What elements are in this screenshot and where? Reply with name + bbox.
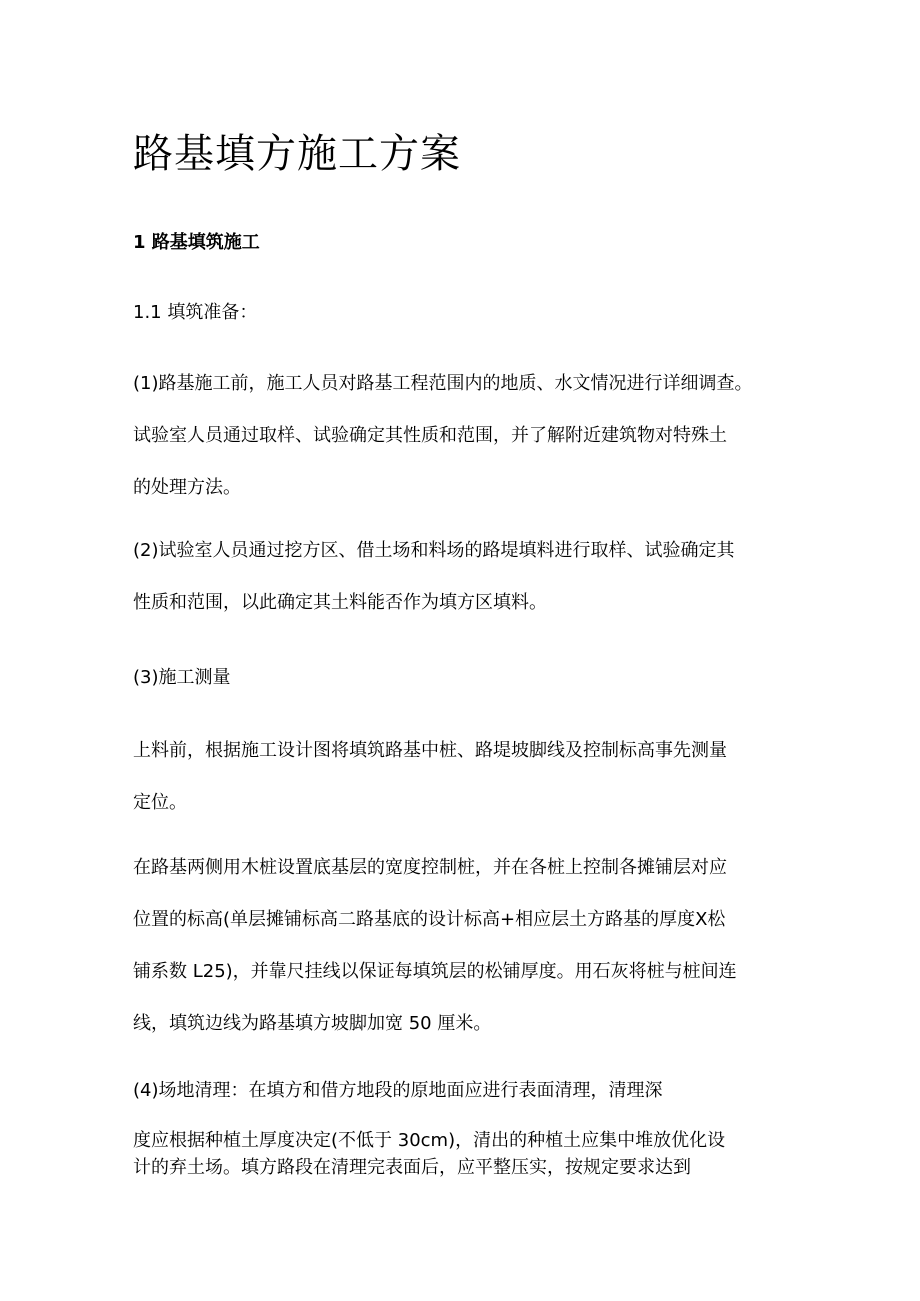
paragraph-line: 在路基两侧用木桩设置底基层的宽度控制桩，并在各桩上控制各摊铺层对应	[133, 857, 727, 878]
paragraph-line: 性质和范围，以此确定其土料能否作为填方区填料。	[133, 592, 547, 613]
paragraph-2	[133, 538, 735, 616]
paragraph-1	[133, 371, 753, 501]
paragraph-6-first-line: (4)场地清理：在填方和借方地段的原地面应进行表面清理，清理深	[133, 1080, 663, 1101]
paragraph-line: 度应根据种植土厚度决定(不低于 30cm)，清出的种植土应集中堆放优化设	[133, 1130, 726, 1151]
paragraph-line: 试验室人员通过取样、试验确定其性质和范围，并了解附近建筑物对特殊土	[133, 425, 727, 446]
paragraph-line: 位置的标高(单层摊铺标高二路基底的设计标高+相应层土方路基的厚度X松	[133, 909, 726, 930]
paragraph-line: (1)路基施工前，施工人员对路基工程范围内的地质、水文情况进行详细调查。	[133, 373, 753, 394]
paragraph-line: (2)试验室人员通过挖方区、借土场和料场的路堤填料进行取样、试验确定其	[133, 540, 735, 561]
paragraph-line: 的处理方法。	[133, 477, 241, 498]
paragraph-line: 铺系数 L25)，并靠尺挂线以保证每填筑层的松铺厚度。用石灰将桩与桩间连	[133, 961, 737, 982]
paragraph-5	[133, 855, 737, 1037]
document-title: 路基填方施工方案	[133, 131, 461, 177]
paragraph-3-heading: (3)施工测量	[133, 667, 231, 688]
paragraph-line: 线，填筑边线为路基填方坡脚加宽 50 厘米。	[133, 1013, 492, 1034]
paragraph-line: 定位。	[133, 792, 187, 813]
paragraph-line: 计的弃土场。填方路段在清理完表面后，应平整压实，按规定要求达到	[133, 1157, 691, 1178]
paragraph-6	[133, 1128, 725, 1182]
subsection-heading: 1.1 填筑准备：	[133, 302, 258, 323]
paragraph-4	[133, 738, 727, 816]
paragraph-line: 上料前，根据施工设计图将填筑路基中桩、路堤坡脚线及控制标高事先测量	[133, 740, 727, 761]
section-heading: 1 路基填筑施工	[133, 232, 260, 253]
